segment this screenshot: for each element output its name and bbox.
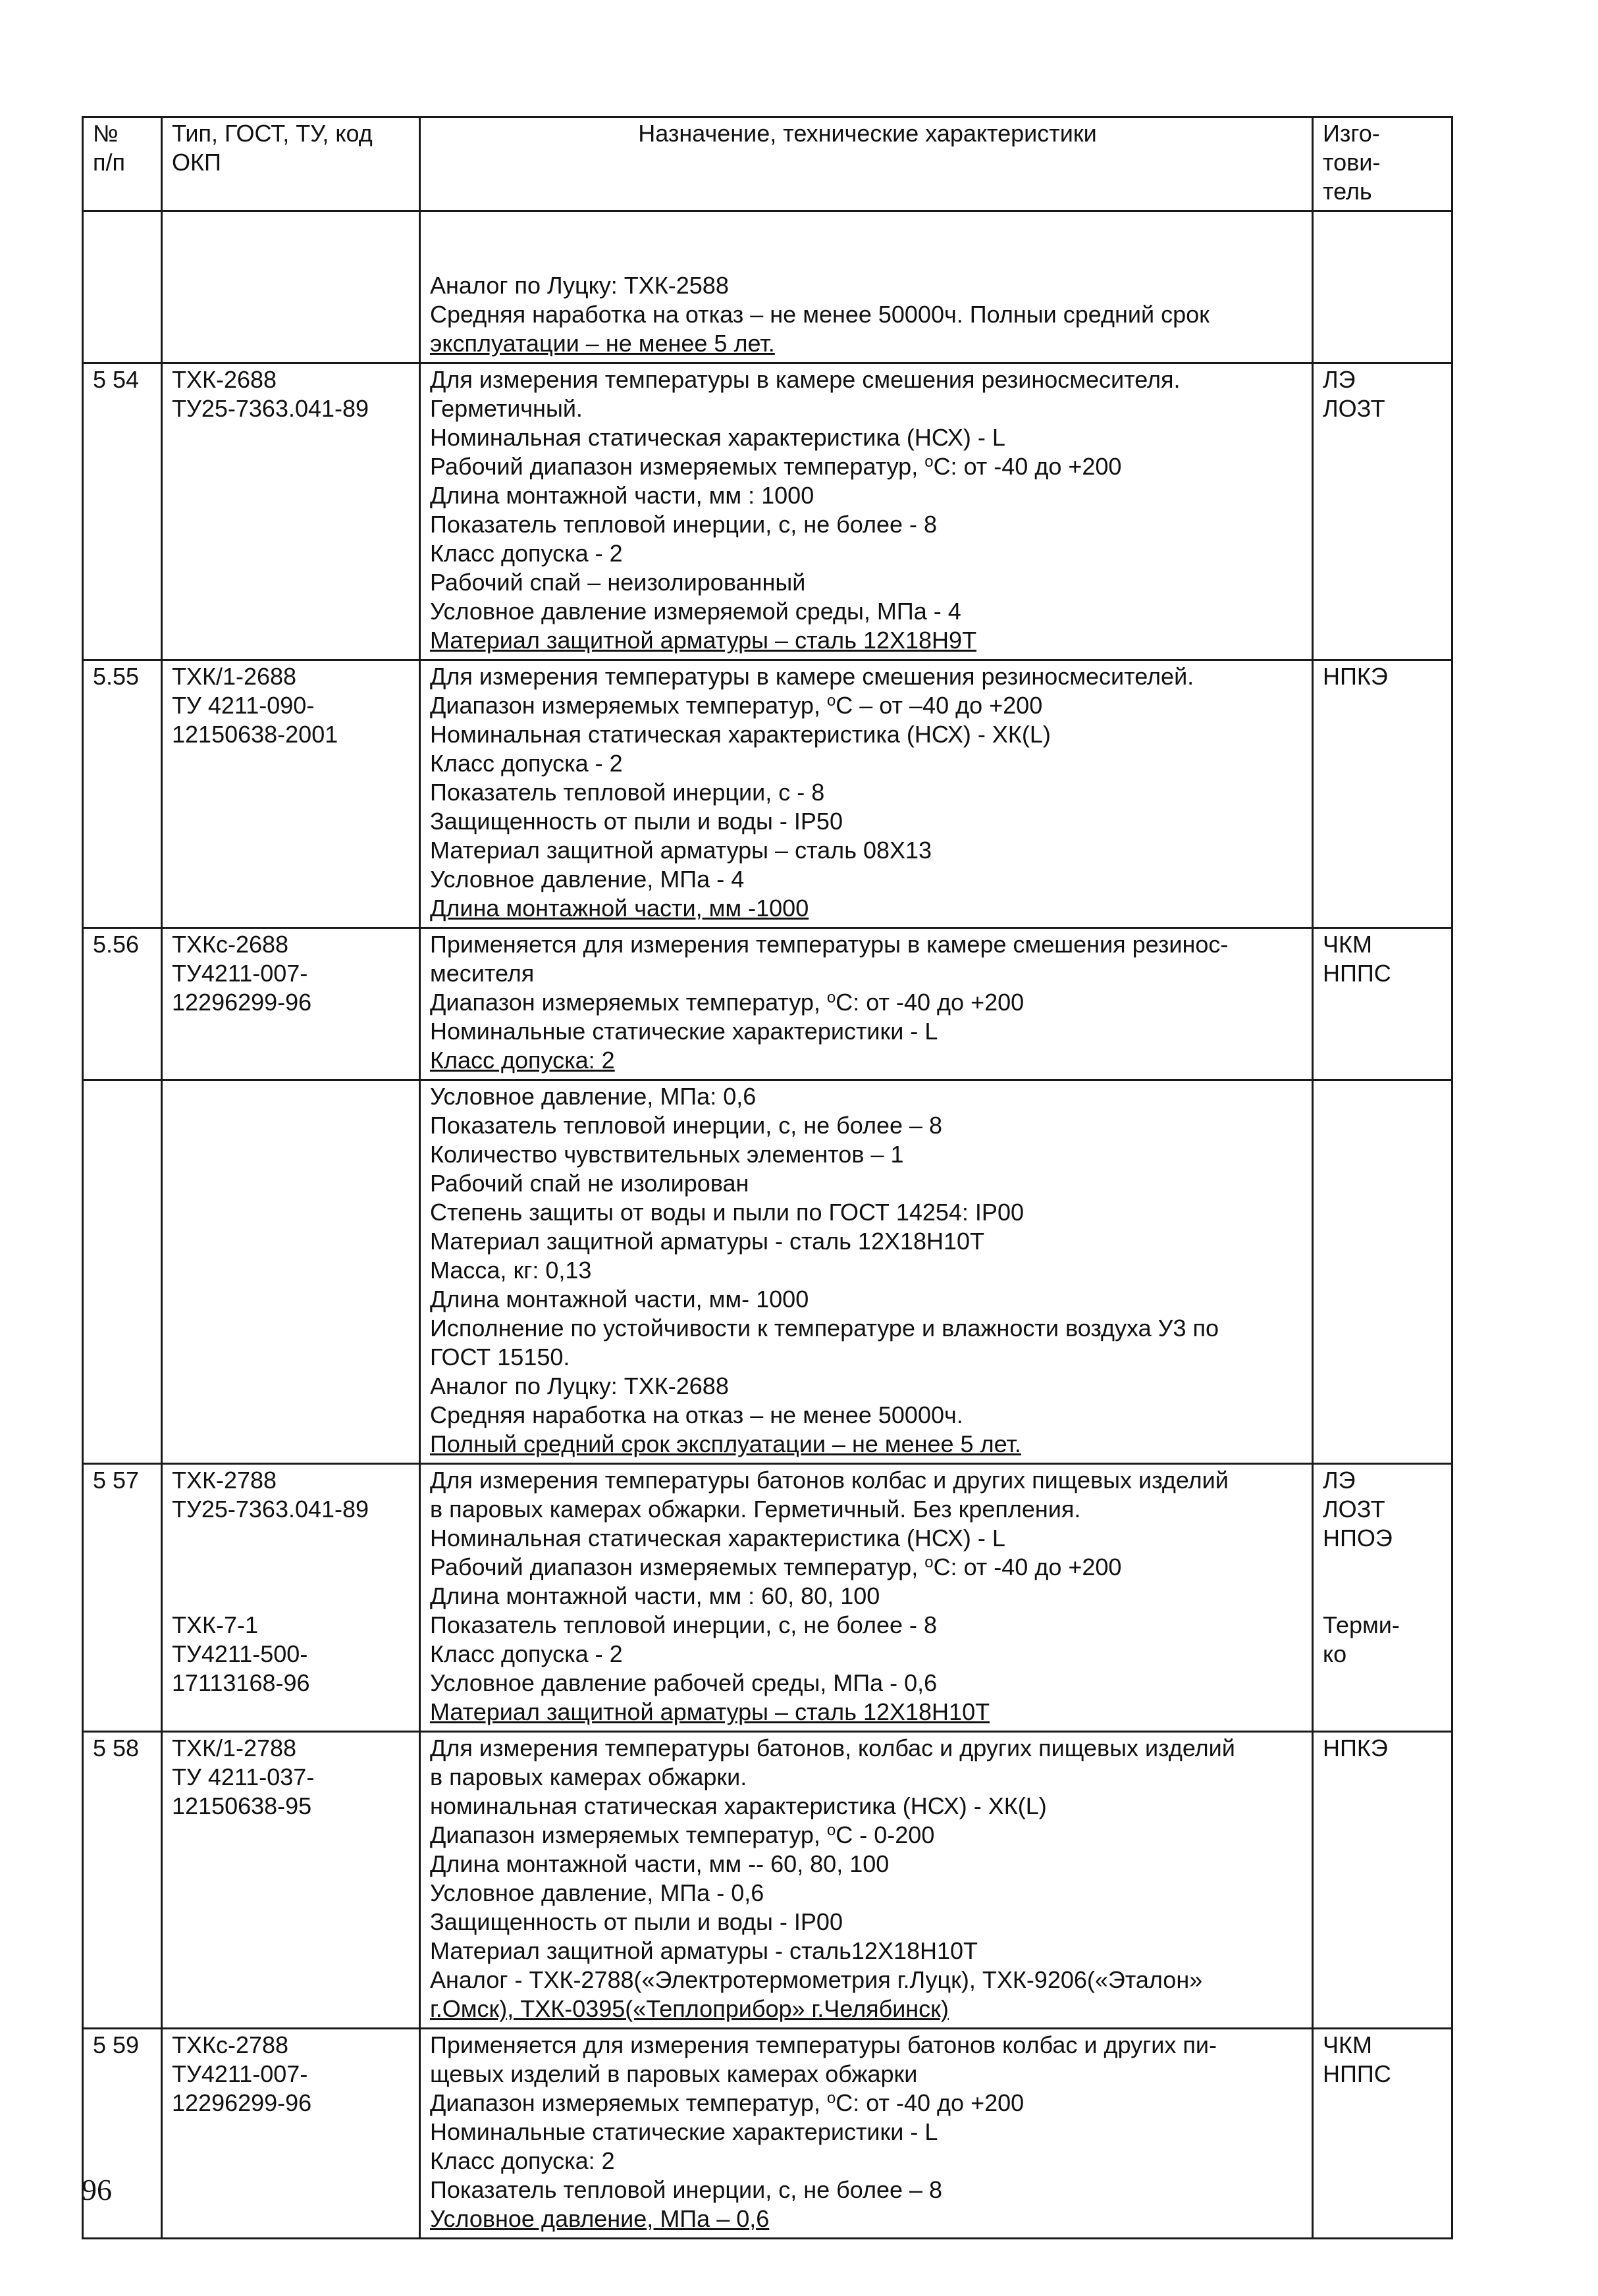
cell-desc-line: Полный средний срок эксплуатации – не менее 5 лет. bbox=[430, 1430, 1021, 1457]
cell-mfr-line bbox=[1323, 1582, 1445, 1611]
degree-sign: o bbox=[924, 453, 934, 471]
table-row bbox=[83, 1080, 1452, 1464]
degree-sign: o bbox=[826, 692, 836, 710]
cell-type-line: 12150638-2001 bbox=[172, 721, 338, 748]
cell-desc-line: Материал защитной арматуры – сталь 12Х18Н10Т bbox=[430, 1698, 990, 1725]
cell-mfr bbox=[1313, 1464, 1452, 1732]
cell-desc-line: Аналог по Луцку: ТХК-2588 bbox=[430, 272, 729, 299]
header-mfr-line: тель bbox=[1323, 178, 1372, 205]
cell-no-text: 5 57 bbox=[93, 1467, 140, 1494]
cell-desc-line: эксплуатации – не менее 5 лет. bbox=[430, 330, 775, 357]
cell-no-text: 5 54 bbox=[93, 366, 140, 393]
cell-desc-line: Класс допуска: 2 bbox=[430, 2147, 615, 2174]
cell-desc-line: Рабочий спай – неизолированный bbox=[430, 569, 806, 596]
cell-desc bbox=[420, 1732, 1313, 2029]
degree-sign: o bbox=[826, 2089, 836, 2107]
cell-desc-line: Средняя наработка на отказ – не менее 50000ч. bbox=[430, 1401, 963, 1428]
cell-desc-line: Показатель тепловой инерции, с, не более - 8 bbox=[430, 511, 938, 538]
cell-desc-line: Материал защитной арматуры - сталь12Х18Н10Т bbox=[430, 1937, 978, 1964]
cell-type bbox=[162, 1464, 420, 1732]
cell-mfr-line: НПКЭ bbox=[1323, 1735, 1388, 1761]
cell-no bbox=[83, 660, 162, 928]
cell-desc-line: Диапазон измеряемых температур, $^o$С: от -40 до +200 bbox=[430, 2089, 1025, 2116]
cell-desc-line: в паровых камерах обжарки. Герметичный. Без крепления. bbox=[430, 1496, 1081, 1523]
cell-desc-line: Материал защитной арматуры – сталь 12Х18Н9Т bbox=[430, 627, 977, 654]
table-body bbox=[83, 211, 1452, 2239]
cell-desc-line: щевых изделий в паровых камерах обжарки bbox=[430, 2060, 918, 2087]
cell-desc-line: Показатель тепловой инерции, с, не более – 8 bbox=[430, 1112, 943, 1139]
cell-mfr-line: ЧКМ bbox=[1323, 931, 1372, 958]
cell-type bbox=[162, 660, 420, 928]
cell-desc-line: Аналог - ТХК-2788(«Электротермометрия г.Луцк), ТХК-9206(«Эталон» bbox=[430, 1966, 1203, 1993]
cell-mfr-line: ЛОЗТ bbox=[1323, 395, 1385, 422]
cell-no bbox=[83, 1464, 162, 1732]
cell-mfr-line: НПКЭ bbox=[1323, 663, 1388, 690]
cell-type-line: 12296299-96 bbox=[172, 989, 312, 1016]
cell-mfr bbox=[1313, 363, 1452, 660]
table-row bbox=[83, 1464, 1452, 1732]
page-number: 96 bbox=[82, 2173, 112, 2206]
cell-desc bbox=[420, 363, 1313, 660]
degree-sign: o bbox=[826, 1821, 836, 1839]
cell-mfr-line: ЛЭ bbox=[1323, 366, 1356, 393]
cell-type-line: ТХК-7-1 bbox=[172, 1611, 258, 1638]
cell-mfr-line: НППС bbox=[1323, 2060, 1391, 2087]
cell-type-line bbox=[172, 1582, 412, 1611]
cell-type-line: ТУ4211-007- bbox=[172, 960, 308, 987]
header-mfr-line: Изго- bbox=[1323, 120, 1380, 147]
cell-mfr bbox=[1313, 1732, 1452, 2029]
spec-table bbox=[82, 116, 1453, 2239]
cell-desc-line: Для измерения температуры в камере смешения резиносмесителя. bbox=[430, 366, 1181, 393]
cell-mfr-line bbox=[1323, 1553, 1445, 1582]
cell-desc-line: Номинальная статическая характеристика (НСХ) - L bbox=[430, 424, 1005, 451]
header-no bbox=[83, 117, 162, 211]
cell-mfr-line: ЧКМ bbox=[1323, 2031, 1372, 2058]
cell-type-line: ТХК/1-2688 bbox=[172, 663, 297, 690]
cell-mfr bbox=[1313, 211, 1452, 363]
cell-type bbox=[162, 211, 420, 363]
degree-sign: o bbox=[924, 1553, 934, 1571]
cell-desc-line: Материал защитной арматуры – сталь 08Х13 bbox=[430, 837, 932, 864]
cell-no-text bbox=[93, 1082, 154, 1111]
cell-desc-line: Номинальная статическая характеристика (НСХ) - L bbox=[430, 1525, 1005, 1552]
cell-type-line: ТУ4211-500- bbox=[172, 1640, 308, 1667]
cell-type bbox=[162, 2029, 420, 2239]
cell-desc-line: месителя bbox=[430, 960, 535, 987]
cell-desc-line: Длина монтажной части, мм -1000 bbox=[430, 895, 809, 922]
cell-desc-line: Диапазон измеряемых температур, $^o$С – от –40 до +200 bbox=[430, 692, 1043, 719]
cell-mfr-line: НПОЭ bbox=[1323, 1525, 1393, 1552]
cell-mfr bbox=[1313, 2029, 1452, 2239]
header-type-line: Тип, ГОСТ, ТУ, код bbox=[172, 120, 373, 147]
cell-desc-line: Номинальные статические характеристики - L bbox=[430, 2118, 938, 2145]
cell-desc-line: Класс допуска - 2 bbox=[430, 540, 623, 567]
table-header-row bbox=[83, 117, 1452, 211]
cell-desc-line: Для измерения температуры батонов колбас и других пищевых изделий bbox=[430, 1467, 1229, 1494]
header-mfr bbox=[1313, 117, 1452, 211]
cell-desc-line: Для измерения температуры в камере смешения резиносмесителей. bbox=[430, 663, 1194, 690]
cell-desc-line: Диапазон измеряемых температур, $^o$С - 0-200 bbox=[430, 1821, 935, 1848]
cell-type-line: 12150638-95 bbox=[172, 1792, 312, 1819]
cell-desc-line: Диапазон измеряемых температур, $^o$С: от -40 до +200 bbox=[430, 989, 1025, 1016]
cell-desc-line: Защищенность от пыли и воды - IP00 bbox=[430, 1908, 843, 1935]
cell-desc-line: Средняя наработка на отказ – не менее 50000ч. Полныи средний срок bbox=[430, 301, 1210, 328]
cell-desc-line: номинальная статическая характеристика (НСХ) - ХК(L) bbox=[430, 1792, 1047, 1819]
cell-type-line: ТУ 4211-037- bbox=[172, 1763, 315, 1790]
cell-no bbox=[83, 1732, 162, 2029]
cell-type-line bbox=[172, 1524, 412, 1553]
cell-desc-line: Показатель тепловой инерции, с - 8 bbox=[430, 779, 825, 806]
cell-desc-line: Условное давление измеряемой среды, МПа - 4 bbox=[430, 598, 961, 625]
cell-desc-line: г.Омск), ТХК-0395(«Теплоприбор» г.Челябинск) bbox=[430, 1995, 949, 2022]
cell-desc-line: Количество чувствительных элементов – 1 bbox=[430, 1141, 904, 1168]
cell-no bbox=[83, 928, 162, 1080]
cell-type-line: ТУ25-7363.041-89 bbox=[172, 1496, 369, 1523]
cell-desc-line: Длина монтажной части, мм -- 60, 80, 100 bbox=[430, 1850, 890, 1877]
cell-type-line: ТХК-2688 bbox=[172, 366, 277, 393]
cell-desc bbox=[420, 928, 1313, 1080]
cell-type bbox=[162, 1732, 420, 2029]
cell-desc-line: Условное давление рабочей среды, МПа - 0,6 bbox=[430, 1669, 938, 1696]
cell-no-text: 5 58 bbox=[93, 1735, 140, 1761]
header-desc bbox=[420, 117, 1313, 211]
cell-no-text bbox=[93, 213, 154, 242]
cell-type-line: ТХК/1-2788 bbox=[172, 1735, 297, 1761]
cell-mfr-line: ЛЭ bbox=[1323, 1467, 1356, 1494]
table-row bbox=[83, 928, 1452, 1080]
cell-desc-line: Применяется для измерения температуры в камере смешения резинос- bbox=[430, 931, 1229, 958]
cell-mfr bbox=[1313, 1080, 1452, 1464]
cell-mfr-line: ЛОЗТ bbox=[1323, 1496, 1385, 1523]
table-row bbox=[83, 211, 1452, 363]
cell-desc-line: Класс допуска - 2 bbox=[430, 750, 623, 777]
cell-desc-line: Герметичный. bbox=[430, 395, 583, 422]
cell-desc-line: Длина монтажной части, мм- 1000 bbox=[430, 1286, 809, 1313]
cell-type-line: 17113168-96 bbox=[172, 1669, 310, 1696]
cell-desc-line: Применяется для измерения температуры батонов колбас и других пи- bbox=[430, 2031, 1217, 2058]
cell-mfr bbox=[1313, 928, 1452, 1080]
cell-desc-line: Условное давление, МПа - 0,6 bbox=[430, 1879, 764, 1906]
cell-desc-line: Материал защитной арматуры - сталь 12Х18Н10Т bbox=[430, 1228, 985, 1255]
cell-type-line: ТХКс-2688 bbox=[172, 931, 289, 958]
cell-no-text: 5.56 bbox=[93, 931, 140, 958]
cell-desc-line: Рабочий диапазон измеряемых температур, $^o$С: от -40 до +200 bbox=[430, 453, 1122, 480]
cell-desc-line bbox=[430, 242, 1305, 271]
cell-desc bbox=[420, 1080, 1313, 1464]
cell-type-line: ТУ25-7363.041-89 bbox=[172, 395, 369, 422]
cell-desc-line: Рабочий диапазон измеряемых температур, $^o$С: от -40 до +200 bbox=[430, 1553, 1122, 1580]
cell-type-line bbox=[172, 1553, 412, 1582]
cell-desc-line: Степень защиты от воды и пыли по ГОСТ 14254: IP00 bbox=[430, 1199, 1024, 1226]
cell-desc-line: Номинальная статическая характеристика (НСХ) - ХК(L) bbox=[430, 721, 1051, 748]
table-row bbox=[83, 2029, 1452, 2239]
cell-desc-line: Номинальные статические характеристики - L bbox=[430, 1018, 938, 1045]
header-type bbox=[162, 117, 420, 211]
cell-desc-line: Исполнение по устойчивости к температуре и влажности воздуха У3 по bbox=[430, 1315, 1219, 1342]
cell-no-text: 5.55 bbox=[93, 663, 140, 690]
cell-no-text: 5 59 bbox=[93, 2031, 140, 2058]
cell-desc bbox=[420, 2029, 1313, 2239]
cell-type-line: ТХКс-2788 bbox=[172, 2031, 289, 2058]
cell-desc-line: Длина монтажной части, мм : 60, 80, 100 bbox=[430, 1582, 880, 1609]
cell-desc bbox=[420, 1464, 1313, 1732]
cell-type bbox=[162, 928, 420, 1080]
header-no-line: № bbox=[93, 120, 119, 147]
cell-desc-line: ГОСТ 15150. bbox=[430, 1344, 570, 1370]
cell-desc-line: Условное давление, МПа – 0,6 bbox=[430, 2205, 770, 2232]
cell-desc bbox=[420, 211, 1313, 363]
cell-desc-line: Условное давление, МПа - 4 bbox=[430, 866, 745, 893]
cell-type bbox=[162, 1080, 420, 1464]
cell-desc-line: в паровых камерах обжарки. bbox=[430, 1763, 747, 1790]
header-mfr-line: тови- bbox=[1323, 149, 1381, 176]
cell-desc-line bbox=[430, 213, 1305, 242]
cell-mfr bbox=[1313, 660, 1452, 928]
cell-desc-line: Класс допуска: 2 bbox=[430, 1047, 615, 1074]
table-row bbox=[83, 660, 1452, 928]
cell-type-line: ТХК-2788 bbox=[172, 1467, 277, 1494]
cell-mfr-line: НППС bbox=[1323, 960, 1391, 987]
cell-mfr-line: Терми- bbox=[1323, 1611, 1400, 1638]
cell-desc-line: Масса, кг: 0,13 bbox=[430, 1257, 592, 1284]
cell-desc-line: Показатель тепловой инерции, с, не более - 8 bbox=[430, 1611, 938, 1638]
cell-desc-line: Класс допуска - 2 bbox=[430, 1640, 623, 1667]
cell-desc-line: Рабочий спай не изолирован bbox=[430, 1170, 749, 1197]
header-desc-line: Назначение, технические характеристики bbox=[638, 120, 1097, 147]
degree-sign: o bbox=[826, 989, 836, 1006]
cell-type bbox=[162, 363, 420, 660]
cell-desc-line: Показатель тепловой инерции, с, не более – 8 bbox=[430, 2176, 943, 2203]
table-row bbox=[83, 1732, 1452, 2029]
cell-no bbox=[83, 363, 162, 660]
cell-no bbox=[83, 211, 162, 363]
cell-desc bbox=[420, 660, 1313, 928]
cell-no bbox=[83, 1080, 162, 1464]
cell-desc-line: Защищенность от пыли и воды - IP50 bbox=[430, 808, 843, 835]
cell-type-line: ТУ4211-007- bbox=[172, 2060, 308, 2087]
cell-mfr-line: ко bbox=[1323, 1640, 1347, 1667]
header-type-line: ОКП bbox=[172, 149, 221, 176]
cell-desc-line: Условное давление, МПа: 0,6 bbox=[430, 1083, 757, 1110]
cell-type-line: ТУ 4211-090- bbox=[172, 692, 315, 719]
header-no-line: п/п bbox=[93, 149, 125, 176]
cell-desc-line: Аналог по Луцку: ТХК-2688 bbox=[430, 1372, 729, 1399]
cell-type-line: 12296299-96 bbox=[172, 2089, 312, 2116]
cell-desc-line: Для измерения температуры батонов, колбас и других пищевых изделий bbox=[430, 1735, 1235, 1761]
cell-desc-line: Длина монтажной части, мм : 1000 bbox=[430, 482, 814, 509]
table-row bbox=[83, 363, 1452, 660]
